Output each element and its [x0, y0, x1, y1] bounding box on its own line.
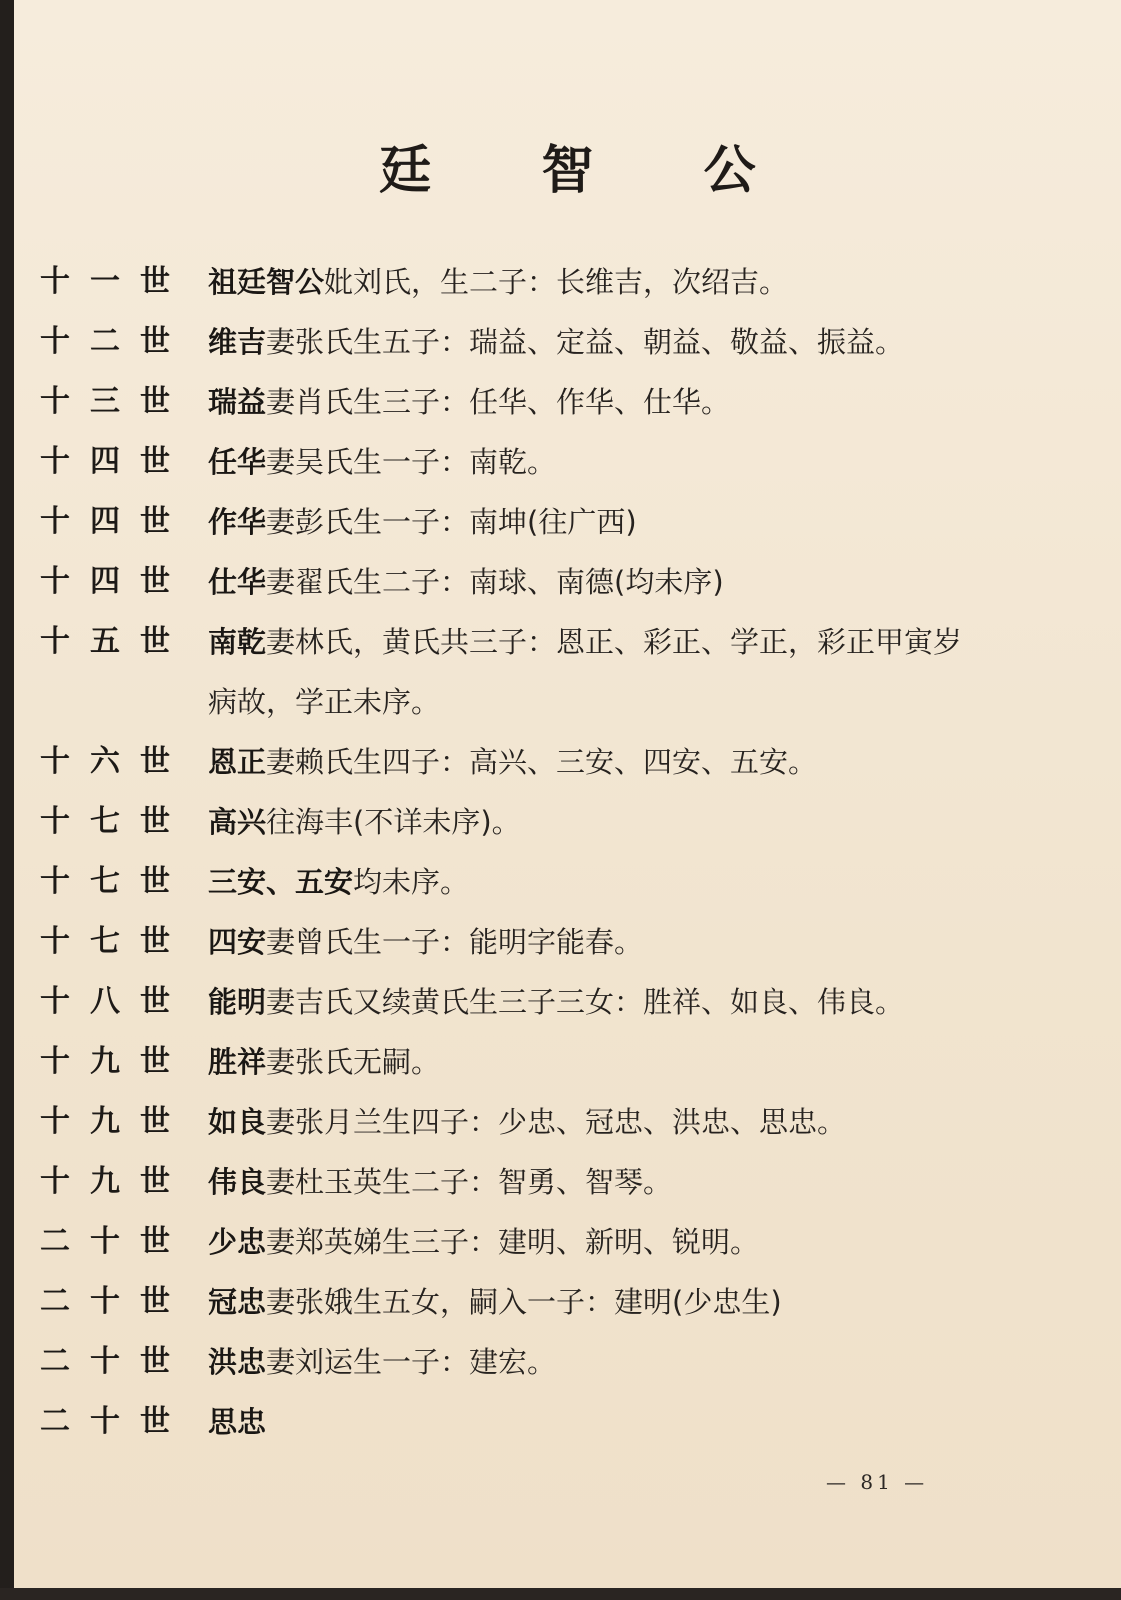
entry-name: 如良 — [208, 1105, 267, 1139]
entry-name: 少忠 — [208, 1225, 267, 1259]
entry-text: 妻张氏无嗣。 — [266, 1045, 441, 1079]
entry-text: 妻杜玉英生二子：智勇、智琴。 — [266, 1165, 673, 1199]
genealogy-entry — [40, 1152, 1100, 1212]
genealogy-list — [40, 252, 1100, 1452]
genealogy-entry — [40, 1332, 1100, 1392]
entry-text: 妻彭氏生一子：南坤(往广西) — [266, 505, 637, 539]
generation-label: 十四世 — [40, 444, 190, 479]
entry-content — [208, 312, 1008, 372]
generation-label: 十四世 — [40, 504, 190, 539]
entry-content — [208, 792, 1008, 852]
generation-label: 十一世 — [40, 264, 190, 299]
entry-text: 妻张月兰生四子：少忠、冠忠、洪忠、思忠。 — [266, 1105, 847, 1139]
genealogy-entry — [40, 552, 1100, 612]
entry-text: 妻翟氏生二子：南球、南德(均未序) — [266, 565, 724, 599]
entry-text: 妻吉氏又续黄氏生三子三女：胜祥、如良、伟良。 — [266, 985, 905, 1019]
generation-label: 十八世 — [40, 984, 190, 1019]
entry-name: 洪忠 — [208, 1345, 267, 1379]
entry-content — [208, 1092, 1008, 1152]
entry-content — [208, 1212, 1008, 1272]
scan-edge — [0, 1588, 1121, 1600]
entry-content — [208, 1332, 1008, 1392]
generation-label: 二十世 — [40, 1404, 190, 1439]
genealogy-entry — [40, 1392, 1100, 1452]
genealogy-entry — [40, 1032, 1100, 1092]
entry-name: 胜祥 — [208, 1045, 267, 1079]
entry-content — [208, 1032, 1008, 1092]
genealogy-entry — [40, 252, 1100, 312]
generation-label: 十四世 — [40, 564, 190, 599]
entry-name: 高兴 — [208, 805, 267, 839]
genealogy-entry — [40, 612, 1100, 732]
genealogy-entry — [40, 312, 1100, 372]
entry-text: 妻张娥生五女，嗣入一子：建明(少忠生) — [266, 1285, 782, 1319]
entry-name: 作华 — [208, 505, 267, 539]
entry-name: 恩正 — [208, 745, 267, 779]
entry-text: 妻张氏生五子：瑞益、定益、朝益、敬益、振益。 — [266, 325, 905, 359]
entry-name: 思忠 — [208, 1405, 267, 1439]
genealogy-entry — [40, 732, 1100, 792]
entry-content — [208, 432, 1008, 492]
entry-name: 任华 — [208, 445, 267, 479]
entry-content — [208, 252, 1008, 312]
generation-label: 十九世 — [40, 1044, 190, 1079]
entry-name: 维吉 — [208, 325, 267, 359]
entry-text: 妻肖氏生三子：任华、作华、仕华。 — [266, 385, 731, 419]
entry-content — [208, 1152, 1008, 1212]
genealogy-entry — [40, 372, 1100, 432]
entry-name: 能明 — [208, 985, 267, 1019]
entry-content — [208, 372, 1008, 432]
entry-text: 妻赖氏生四子：高兴、三安、四安、五安。 — [266, 745, 818, 779]
genealogy-entry — [40, 432, 1100, 492]
generation-label: 十六世 — [40, 744, 190, 779]
genealogy-entry — [40, 1272, 1100, 1332]
genealogy-entry — [40, 492, 1100, 552]
entry-content — [208, 732, 1008, 792]
generation-label: 十七世 — [40, 924, 190, 959]
generation-label: 十二世 — [40, 324, 190, 359]
entry-content — [208, 552, 1008, 612]
genealogy-entry — [40, 1212, 1100, 1272]
entry-content — [208, 972, 1008, 1032]
entry-name: 仕华 — [208, 565, 267, 599]
entry-content — [208, 1272, 1008, 1332]
entry-name: 三安、五安 — [208, 865, 354, 899]
entry-text: 妻吴氏生一子：南乾。 — [266, 445, 557, 479]
entry-text: 妻刘运生一子：建宏。 — [266, 1345, 557, 1379]
entry-content — [208, 612, 978, 732]
page-number: — 81 — — [826, 1470, 929, 1494]
genealogy-entry — [40, 852, 1100, 912]
entry-name: 伟良 — [208, 1165, 267, 1199]
page-title: 廷 智 公 — [379, 141, 802, 201]
entry-content — [208, 492, 1008, 552]
entry-text: 妻曾氏生一子：能明字能春。 — [266, 925, 644, 959]
generation-label: 十三世 — [40, 384, 190, 419]
entry-content — [208, 912, 1008, 972]
entry-name: 祖廷智公 — [208, 265, 325, 299]
generation-label: 十九世 — [40, 1104, 190, 1139]
entry-text: 均未序。 — [353, 865, 470, 899]
generation-label: 二十世 — [40, 1344, 190, 1379]
entry-name: 冠忠 — [208, 1285, 267, 1319]
generation-label: 二十世 — [40, 1284, 190, 1319]
generation-label: 二十世 — [40, 1224, 190, 1259]
entry-text: 妻林氏，黄氏共三子：恩正、彩正、学正，彩正甲寅岁病故，学正未序。 — [208, 625, 963, 719]
generation-label: 十七世 — [40, 864, 190, 899]
generation-label: 十七世 — [40, 804, 190, 839]
genealogy-entry — [40, 912, 1100, 972]
entry-text: 妣刘氏，生二子：长维吉，次绍吉。 — [324, 265, 789, 299]
entry-name: 四安 — [208, 925, 267, 959]
generation-label: 十五世 — [40, 624, 190, 659]
genealogy-entry — [40, 1092, 1100, 1152]
entry-content — [208, 1392, 1008, 1452]
entry-text: 往海丰(不详未序)。 — [266, 805, 521, 839]
entry-text: 妻郑英娣生三子：建明、新明、锐明。 — [266, 1225, 760, 1259]
genealogy-entry — [40, 792, 1100, 852]
genealogy-entry — [40, 972, 1100, 1032]
entry-name: 南乾 — [208, 625, 267, 659]
entry-name: 瑞益 — [208, 385, 267, 419]
entry-content — [208, 852, 1008, 912]
generation-label: 十九世 — [40, 1164, 190, 1199]
document-page — [14, 0, 1121, 1588]
